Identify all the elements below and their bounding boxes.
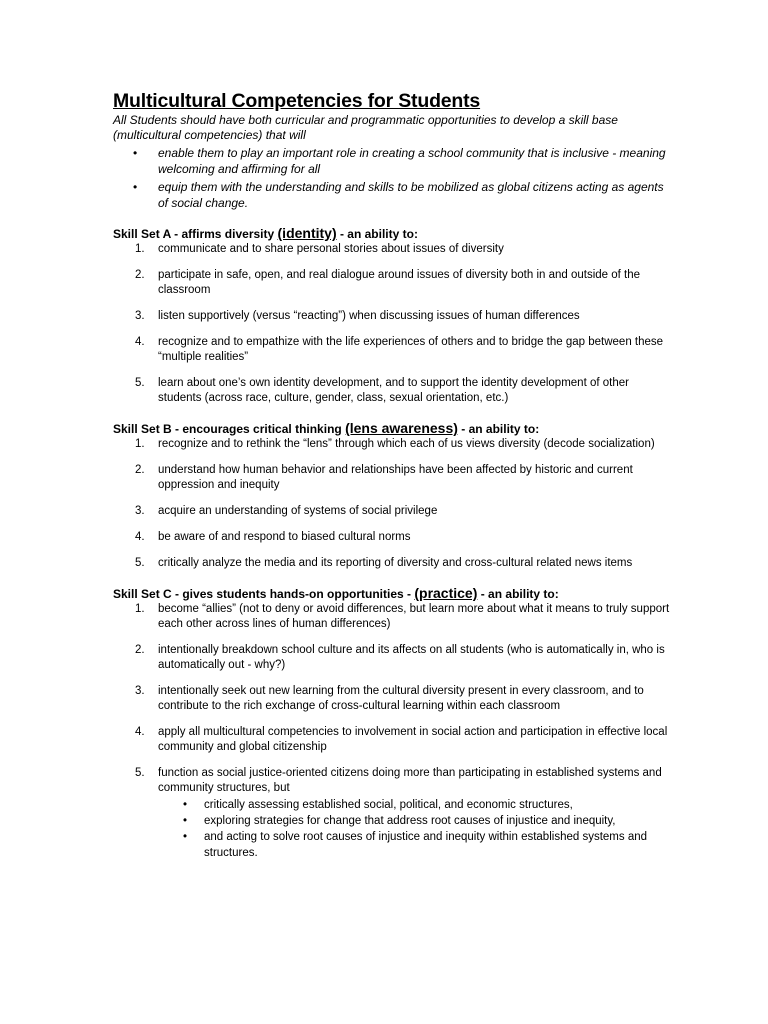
intro-bullet-list [113, 145, 673, 211]
list-item: 4. apply all multicultural competencies to involvement in social action and participation in effective local community and global citizenship [135, 726, 668, 753]
list-item: • equip them with the understanding and skills to be mobilized as global citizens acting as agents of social change. [133, 180, 664, 210]
list-item: • and acting to solve root causes of injustice and inequity within established systems and structures. [183, 831, 648, 859]
list-item: 5. critically analyze the media and its reporting of diversity and cross-cultural related news items [135, 557, 633, 569]
skill-set-b-heading: Skill Set B - encourages critical thinking (lens awareness) - an ability to: [113, 420, 540, 436]
bullet-icon: • [183, 831, 188, 843]
intro-paragraph: All Students should have both curricular and programmatic opportunities to develop a skill base (multicultural competencies) that will [113, 113, 618, 142]
list-item: • critically assessing established social, political, and economic structures, [183, 799, 573, 811]
bullet-icon: • [183, 799, 188, 811]
list-item: 4. recognize and to empathize with the life experiences of others and to bridge the gap between these “multiple realities” [135, 336, 664, 363]
skill-set-b-keyword: (lens awareness) [345, 420, 458, 436]
skill-set-c-heading: Skill Set C - gives students hands-on opportunities - (practice) - an ability to: [113, 585, 559, 601]
skill-set-a-keyword: (identity) [277, 225, 337, 241]
list-item: 4. be aware of and respond to biased cultural norms [135, 531, 411, 543]
page-title: Multicultural Competencies for Students [113, 90, 481, 112]
list-item: 1. communicate and to share personal stories about issues of diversity [135, 243, 504, 255]
document-content [113, 90, 673, 861]
bullet-icon: • [133, 146, 138, 160]
list-item: 3. listen supportively (versus “reacting”) when discussing issues of human differences [135, 310, 580, 322]
list-item: 5. function as social justice-oriented citizens doing more than participating in established systems and community structures, but • critically assessing established social, political, and economic structures, • exploring strategies for change that address root causes of injustice and inequity, • and acting to solve root causes of injustice and inequity within established systems and structures. [113, 766, 673, 861]
list-item: 3. intentionally seek out new learning from the cultural diversity present in every classroom, and to contribute to the rich exchange of cross-cultural learning within each classroom [135, 685, 644, 712]
list-item: • exploring strategies for change that address root causes of injustice and inequity, [183, 815, 616, 827]
list-item: • enable them to play an important role in creating a school community that is inclusive - meaning welcoming and affirming for all [133, 146, 666, 176]
list-item: 1. become “allies” (not to deny or avoid differences, but learn more about what it means to truly support each other across lines of human differences) [135, 603, 670, 630]
skill-set-a-heading: Skill Set A - affirms diversity (identity) - an ability to: [113, 225, 418, 241]
skill-set-c-list [113, 602, 673, 861]
list-item: 5. learn about one’s own identity development, and to support the identity development of other students (across race, culture, gender, class, sexual orientation, etc.) [135, 377, 629, 404]
list-item: 1. recognize and to rethink the “lens” through which each of us views diversity (decode socialization) [135, 438, 655, 450]
list-item: 2. participate in safe, open, and real dialogue around issues of diversity both in and outside of the classroom [135, 269, 641, 296]
skill-set-a-list [113, 242, 673, 406]
skill-set-c-sub-list [158, 797, 673, 861]
list-item: 3. acquire an understanding of systems of social privilege [135, 505, 438, 517]
skill-set-b-list [113, 437, 673, 571]
bullet-icon: • [183, 815, 188, 827]
bullet-icon: • [133, 180, 138, 194]
list-item: 2. understand how human behavior and relationships have been affected by historic and current oppression and inequity [135, 464, 633, 491]
skill-set-c-keyword: (practice) [414, 585, 478, 601]
list-item: 2. intentionally breakdown school culture and its affects on all students (who is automatically in, who is automatically out - why?) [135, 644, 665, 671]
